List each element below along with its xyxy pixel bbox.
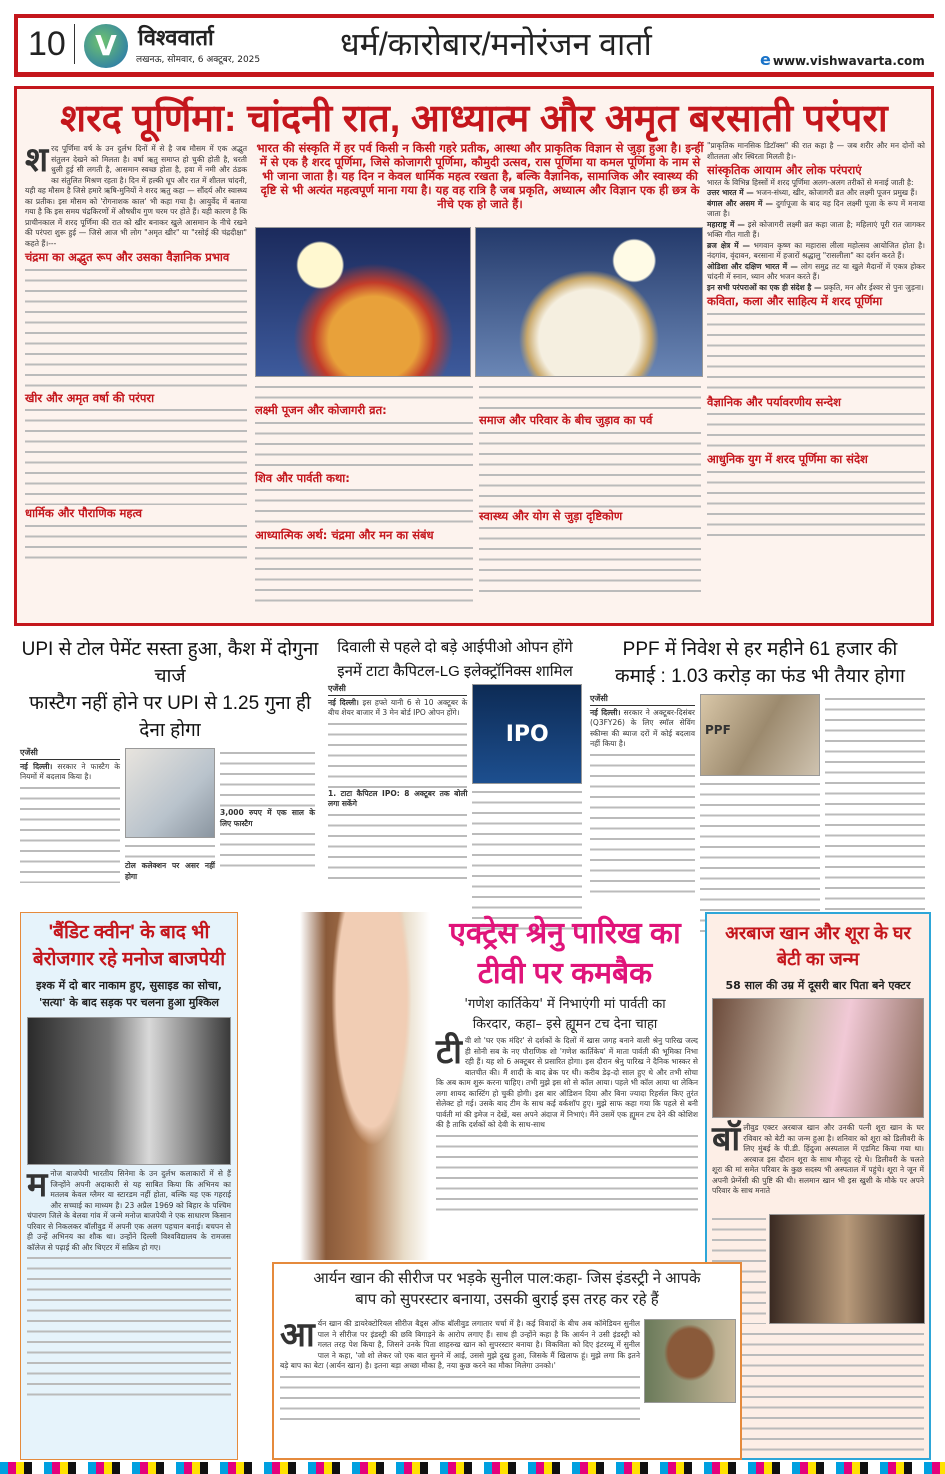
manoj-bajpayee-photo [27,1017,231,1165]
body-text [479,382,701,412]
body-text [25,265,247,390]
feature-headline: शरद पूर्णिमा: चांदनी रात, आध्यात्म और अमृत बरसाती परंपरा [60,98,888,140]
section-title: धर्म/कारोबार/मनोरंजन वार्ता [340,26,652,62]
salman-family-photo [769,1214,925,1324]
subhead: वैज्ञानिक और पर्यावरणीय सन्देश [707,394,841,409]
body-text [479,523,701,593]
brand-name: विश्ववार्ता [138,26,214,51]
shrenu-story-body [436,1032,698,1211]
arbaaz-shura-photo [712,998,924,1118]
region-item: बंगाल और असम में — दुर्गापूजा के बाद यह दिन लक्ष्मी पूजा के रूप में मनाया जाता है। [707,198,925,218]
subheadline: 'गणेश कार्तिकेय' में निभाएंगी मां पार्वती का किरदार, कहा– इसे ह्यूमन टच देना चाहा [464,997,666,1032]
body-text [707,409,925,451]
body-text: सरकार ने फास्टैग के नियमों में बदलाव किया है। [20,761,120,781]
browser-icon: e [760,50,771,69]
subhead: सांस्कृतिक आयाम और लोक परंपराएं [707,163,862,177]
body-text: वी शो 'घर एक मंदिर' से दर्शकों के दिलों में खास जगह बनाने वाली श्रेनु पारिख जल्द ही सोनी सब के नए पौराणिक शो 'गणेश कार्तिकेय' में माता पार्वती की भूमिका निभा रही हैं। यह शो 6 अक्टूबर से प्रसारित होगा। इस दौरान श्रेनु पारिख ने दैनिक भास्कर से बातचीत की। मैं शादी के बाद ब्रेक पर थी। करीब डेढ़-दो साल हुए थे और तभी सोचा कि अब काम शुरू करना चाहिए। तभी मुझे इस शो से कॉल आया। पहले भी कॉल आया था लेकिन लगा शायद कास्टिंग हो चुकी होगी। इस बार ऑडिशन दिया और बिना ज्यादा रिहर्सल किए तुरंत सेलेक्ट हो गई। उसके बाद टीम के साथ कई वर्कशॉप हुए। मुझे साफ कहा गया कि पहले से बनी पार्वती मां की इमेज न देखें, बस अपने अंदाज में निभाएं। मैंने उसमें एक ह्यूमन टच देने की कोशिश की है ताकि दर्शकों को देवी के साथ-साथ [436,1036,698,1129]
headline: UPI से टोल पेमेंट सस्ता हुआ, कैश में दोगुना चार्ज फास्टैग नहीं होने पर UPI से 1.25 गुना ही देना होगा [21,639,319,741]
body-text [255,418,473,470]
subhead: टोल कलेक्शन पर असर नहीं होगा [125,861,215,881]
drop-cap: आ [280,1315,315,1355]
region-item: महाराष्ट्र में — इसे कोजागरी लक्ष्मी व्रत कहा जाता है; महिलाएं पूरी रात जागकर भक्ति गीत गाती हैं। [707,219,925,239]
headline: दिवाली से पहले दो बड़े आईपीओ ओपन होंगे इनमें टाटा कैपिटल-LG इलेक्ट्रॉनिक्स शामिल [337,639,573,680]
dateline: नई दिल्ली। [20,761,53,771]
subhead: लक्ष्मी पूजन और कोजागरी व्रत: [255,403,387,417]
divider [74,24,75,64]
shrenu-parikh-photo [300,912,430,1260]
headline: आर्यन खान की सीरीज पर भड़के सुनील पाल:कहा- जिस इंडस्ट्री ने आपके बाप को सुपरस्टार बनाया, उसकी बुराई इस तरह कर रहे हैं [313,1270,701,1308]
body-text [25,521,247,566]
drop-cap: श [25,140,49,180]
sunil-pal-story [272,1262,742,1460]
region-item: ब्रज क्षेत्र में — भगवान कृष्ण का महारास लीला महोत्सव आयोजित होता है। नंदगांव, वृंदावन, बरसाना में हजारों श्रद्धालु "रासलीला" का दर्शन करते हैं। [707,240,925,260]
body-text: "प्राकृतिक मानसिक डिटॉक्स" की रात कहा है — जब शरीर और मन दोनों को शीतलता और स्थिरता मिलती है।- [707,141,925,161]
feature-column-left: शरद पूर्णिमा वर्ष के उन दुर्लभ दिनों में से है जब मौसम में एक अद्भुत संतुलन देखने को मिलता है। वर्षा ऋतु समाप्त हो चुकी होती है, धरती धुली हुई सी लगती है, आसमान स्वच्छ होता है, हवा में नमी और ठंडक का संतुलित मिश्रण रहता है। दिन में हल्की धूप और रात में शीतल चांदनी, यही वह मौसम है जिसे हमारे ऋषि-मुनियों ने शरद ऋतु कहा — सौंदर्य और स्वास्थ्य का प्रतीक। इस मौसम को 'रोगनाशक काल' भी कहा गया है। आयुर्वेद में बताया गया है कि इस समय चंद्रकिरणों में औषधीय गुण चरम पर होते हैं। यही कारण है कि प्राचीनकाल में शरद पूर्णिमा की रात को खीर बनाकर खुले आसमान के नीचे रखने की परंपरा शुरू हुई — जिसे आज भी लोग "अमृत खीर" या "रसोई की चंद्रदीक्षा" कहते हैं।--- चंद्रमा का अद्भुत रूप और उसका वैज्ञानिक प्रभाव खीर और अमृत वर्षा की परंपरा धार्मिक और पौराणिक महत्व [25,144,247,566]
subhead: चंद्रमा का अद्भुत रूप और उसका वैज्ञानिक प्रभाव [25,250,230,264]
body-text [479,428,701,508]
region-item: ओडिशा और दक्षिण भारत में — लोग समुद्र तट या खुले मैदानों में एकत्र होकर चांदनी में स्नान, ध्यान और भजन करते हैं। [707,261,926,281]
region-item: इन सभी परंपराओं का एक ही संदेश है — प्रकृति, मन और ईश्वर से पुनः जुड़ना। [707,282,924,292]
subhead: 3,000 रुपए में एक साल के लिए फास्टैग [220,808,315,828]
body-text: सरकार ने अक्टूबर-दिसंबर (Q3FY26) के लिए स्मॉल सेविंग स्कीम्स की ब्याज दरों में कोई बदलाव नहीं किया है। [590,707,695,748]
dateline: नई दिल्ली। [590,707,621,717]
website-link[interactable]: e www.vishwavarta.com [760,50,925,69]
byline: एजेंसी [20,748,120,760]
manoj-bajpayee-story [20,912,238,1460]
body-text [25,405,247,505]
subhead: आध्यात्मिक अर्थ: चंद्रमा और मन का संबंध [255,528,434,542]
body-text [707,467,925,537]
drop-cap: टी [436,1032,462,1072]
feature-column-midright [479,382,701,593]
body-text [255,543,473,605]
subhead: स्वास्थ्य और योग से जुड़ा दृष्टिकोण [479,508,623,523]
subhead: खीर और अमृत वर्षा की परंपरा [25,390,155,405]
subhead: 1. टाटा कैपिटल IPO: 8 अक्टूबर तक बोली लगा सकेंगे [328,788,468,808]
headline: PPF में निवेश से हर महीने 61 हजार की कमाई : 1.03 करोड़ का फंड भी तैयार होगा [615,639,905,687]
byline: एजेंसी [590,694,695,706]
subhead: समाज और परिवार के बीच जुड़ाव का पर्व [479,413,653,427]
ppf-money-image: PPF [700,694,820,776]
feature-article [14,86,934,626]
body-text: भारत के विभिन्न हिस्सों में शरद पूर्णिमा अलग-अलग तरीकों से मनाई जाती है: [707,177,914,187]
body-text [255,485,473,527]
subheadline: इश्क में दो बार नाकाम हुए, सुसाइड का सोचा, 'सत्या' के बाद सड़क पर चलना हुआ मुश्किल [36,979,222,1009]
body-text: इस हफ्ते यानी 6 से 10 अक्टूबर के बीच शेयर बाजार में 3 मेन बोर्ड IPO ओपन होंगे। [328,697,468,717]
body-text [707,309,925,394]
feature-intro: भारत की संस्कृति में हर पर्व किसी न किसी गहरे प्रतीक, आस्था और प्राकृतिक विज्ञान से जुड़ा हुआ है। इन्हीं में से एक है शरद पूर्णिमा, जिसे कोजागरी पूर्णिमा, कौमुदी उत्सव, रास पूर्णिमा या कमल पूर्णिमा के नाम से भी जाना जाता है। यह दिन न केवल धार्मिक महत्व रखता है, बल्कि वैज्ञानिक, सामाजिक और स्वास्थ्य की दृष्टि से भी अत्यंत महत्वपूर्ण माना गया है। यह वह रात्रि है जब प्रकृति, अध्यात्म और विज्ञान एक ही छत्र के नीचे एक हो जाते हैं। [256,141,704,211]
ipo-image: IPO [472,684,582,784]
body-text: नोज बाजपेयी भारतीय सिनेमा के उन दुर्लभ कलाकारों में से हैं जिन्होंने अपनी अदाकारी से यह साबित किया कि अभिनय का मतलब केवल ग्लैमर या स्टारडम नहीं होता, बल्कि यह एक गहराई और सच्चाई का माध्यम है। 23 अप्रैल 1969 को बिहार के पश्चिम चंपारण जिले के बेलवा गांव में जन्मे मनोज बाजपेयी ने एक साधारण किसान परिवार से निकलकर बॉलीवुड में अपनी एक अलग पहचान बनाई। बचपन से ही उन्हें अभिनय का शौक था। उन्होंने दिल्ली विश्वविद्यालय के रामजस कॉलेज से पढ़ाई की और थिएटर में सक्रिय हो गए। [27,1169,231,1252]
headline: अरबाज खान और शूरा के घर बेटी का जन्म [725,923,911,969]
subhead: कविता, कला और साहित्य में शरद पूर्णिमा [707,294,883,308]
body-text [255,382,473,402]
feature-column-mid [255,382,473,605]
feature-column-right [707,141,925,537]
sunil-pal-photo [644,1319,736,1403]
body-text: लीवुड एक्टर अरबाज खान और उनकी पत्नी शूरा खान के घर रविवार को बेटी का जन्म हुआ है। शनिवार को शूरा को डिलीवरी के लिए मुंबई के पी.डी. हिंदुजा अस्पताल में एडमिट किया गया था। अरबाज इस दौरान शूरा के साथ मौजूद रहे थे। डिलीवरी के चलते शूरा की मां समेत परिवार के कुछ सदस्य भी अस्पताल में पहुंचे। शूरा ने जून में अपनी प्रेग्नेंसी की पुष्टि की थी। सलमान खान भी इस खुशी के मौके पर अपने परिवार के साथ मनाते [712,1123,924,1195]
registration-marks [0,1462,945,1474]
subhead: आधुनिक युग में शरद पूर्णिमा का संदेश [707,452,868,466]
business-story-ppf [590,636,930,939]
subhead: धार्मिक और पौराणिक महत्व [25,506,142,520]
dateline: नई दिल्ली। [328,697,359,707]
business-story-ipo [328,636,582,937]
subhead: शिव और पार्वती कथा: [255,470,350,485]
drop-cap: बॉ [712,1119,741,1159]
byline: एजेंसी [328,684,467,696]
toll-plaza-image [125,748,215,838]
region-list [707,188,925,293]
lakshmi-moon-image [255,227,471,377]
subheadline: 58 साल की उम्र में दूसरी बार पिता बने एक्टर [725,979,911,992]
body-text: र्यन खान की डायरेक्टोरियल सीरीज बैड्स ऑफ बॉलीवुड लगातार चर्चा में है। कई विवादों के बीच अब कॉमेडियन सुनील पाल ने सीरीज पर इंडस्ट्री की छवि बिगाड़ने के आरोप लगाए हैं। साथ ही उन्होंने कहा है कि आर्यन ने उसी इंडस्ट्री को गलत तरह पेश किया है, जिसने उनके पिता शाहरुख खान को सुपरस्टार बनाया है। विकविता को दिए इंटरव्यू में सुनील पाल ने कहा, 'जो शो लेकर जो एक बात सुनने में आई, उससे मुझे दुख हुआ, जिसके मैं खिलाफ हूं। मुझे लगा कि इतने बड़े बाप का बेटा (आर्यन खान) है। इतना बड़ा अच्छा मौका है, नया कुछ करने का मौका मिलेगा उनको।' [280,1319,640,1370]
drop-cap: म [27,1165,48,1205]
kheer-image [475,227,703,377]
headline: 'बैंडिट क्वीन' के बाद भी बेरोजगार रहे मनोज बाजपेयी [32,922,226,970]
region-item: उत्तर भारत में — भजन-संध्या, खीर, कोजागरी व्रत और लक्ष्मी पूजन प्रमुख हैं। [707,188,918,197]
issue-date: लखनऊ, सोमवार, 6 अक्टूबर, 2025 [136,55,261,65]
page-number: 10 [28,25,66,63]
headline: एक्ट्रेस श्रेनु पारिख का टीवी पर कमबैक [449,917,681,990]
logo: V [84,24,128,68]
business-story-upi [20,636,320,883]
